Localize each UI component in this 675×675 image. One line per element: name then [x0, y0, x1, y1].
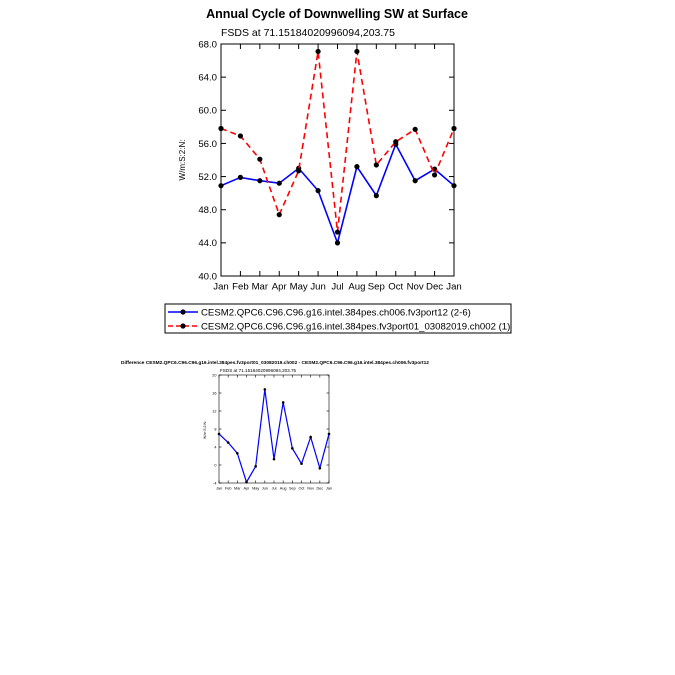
x-tick-label: Jan	[213, 281, 229, 293]
x-tick-label: May	[289, 281, 308, 293]
data-point	[264, 388, 267, 391]
series-line	[221, 51, 454, 232]
main-chart-subtitle: FSDS at 71.15184020996094,203.75	[221, 27, 395, 39]
data-point	[354, 164, 359, 169]
y-tick-label: 8	[214, 427, 217, 432]
x-tick-label: Oct	[298, 486, 305, 491]
data-point	[273, 458, 276, 461]
data-point	[257, 178, 262, 183]
data-point	[236, 452, 239, 455]
x-tick-label: Aug	[279, 486, 287, 491]
x-tick-label: Jul	[271, 486, 277, 491]
diff-y-axis-label: W/m:S:2:N:	[203, 421, 207, 439]
data-point	[432, 172, 437, 177]
data-point	[335, 240, 340, 245]
data-point	[393, 139, 398, 144]
x-tick-label: Jul	[331, 281, 344, 293]
legend-label-series-1: CESM2.QPC6.C96.C96.g16.intel.384pes.ch006.fv3port12 (2-6)	[201, 307, 471, 319]
data-point	[245, 481, 248, 484]
diff-chart-subtitle: FSDS at 71.15184020996094,203.75	[220, 368, 297, 373]
legend-marker-series-1	[180, 309, 185, 314]
data-point	[296, 168, 301, 173]
data-point	[374, 162, 379, 167]
data-point	[238, 133, 243, 138]
y-tick-label: 68.0	[198, 39, 217, 51]
data-point	[451, 126, 456, 131]
data-point	[282, 401, 285, 404]
data-point	[354, 49, 359, 54]
x-tick-label: Jun	[261, 486, 268, 491]
y-tick-label: 40.0	[198, 271, 217, 283]
x-tick-label: May	[252, 486, 260, 491]
diff-plot-frame	[219, 375, 329, 483]
data-point	[451, 183, 456, 188]
x-tick-label: Nov	[307, 486, 315, 491]
data-point	[218, 183, 223, 188]
y-tick-label: 56.0	[198, 138, 217, 150]
legend-label-series-2: CESM2.QPC6.C96.C96.g16.intel.384pes.fv3port01_03082019.ch002 (1)	[201, 321, 511, 333]
series-line	[219, 389, 329, 482]
x-tick-label: Feb	[224, 486, 232, 491]
x-tick-label: Sep	[288, 486, 296, 491]
data-point	[319, 467, 322, 470]
y-tick-label: 48.0	[198, 205, 217, 217]
data-point	[300, 462, 303, 465]
x-tick-label: Feb	[232, 281, 249, 293]
x-tick-label: Mar	[251, 281, 269, 293]
data-point	[254, 465, 257, 468]
main-chart-title: Annual Cycle of Downwelling SW at Surface	[206, 7, 468, 21]
x-tick-label: Jan	[215, 486, 223, 491]
legend-marker-series-2	[180, 323, 185, 328]
y-tick-label: 4	[214, 445, 217, 450]
x-tick-label: Sep	[367, 281, 385, 293]
y-tick-label: 0	[214, 463, 217, 468]
x-tick-label: Jan	[446, 281, 462, 293]
y-tick-label: 52.0	[198, 171, 217, 183]
x-tick-label: Jun	[310, 281, 326, 293]
data-point	[315, 49, 320, 54]
x-tick-label: Nov	[406, 281, 424, 293]
x-tick-label: Jan	[325, 486, 333, 491]
main-y-axis-label: W/m:S:2:N:	[178, 139, 187, 181]
data-point	[328, 433, 331, 436]
data-point	[335, 229, 340, 234]
x-tick-label: Dec	[426, 281, 444, 293]
x-tick-label: Apr	[243, 486, 250, 491]
y-tick-label: 60.0	[198, 105, 217, 117]
x-tick-label: Mar	[234, 486, 241, 491]
x-tick-label: Aug	[348, 281, 366, 293]
y-tick-label: -4	[213, 481, 217, 486]
data-point	[227, 441, 230, 444]
data-point	[374, 193, 379, 198]
y-tick-label: 16	[212, 391, 217, 396]
diff-chart-title: Difference CESM2.QPC6.C96.C96.g16.intel.384pes.fv3port01_03082019.ch002 - CESM2.QPC6.C96.C96.g16.intel.384pes.ch006.fv3port12	[121, 361, 429, 366]
data-point	[277, 181, 282, 186]
data-point	[218, 433, 221, 436]
data-point	[291, 447, 294, 450]
data-point	[277, 212, 282, 217]
data-point	[218, 126, 223, 131]
x-tick-label: Dec	[316, 486, 324, 491]
x-tick-label: Oct	[388, 281, 404, 293]
data-point	[238, 175, 243, 180]
data-point	[315, 188, 320, 193]
data-point	[257, 157, 262, 162]
y-tick-label: 64.0	[198, 72, 217, 84]
y-tick-label: 44.0	[198, 238, 217, 250]
y-tick-label: 12	[212, 409, 217, 414]
data-point	[309, 436, 312, 439]
data-point	[413, 178, 418, 183]
x-tick-label: Apr	[271, 281, 287, 293]
y-tick-label: 20	[212, 373, 217, 378]
data-point	[413, 127, 418, 132]
